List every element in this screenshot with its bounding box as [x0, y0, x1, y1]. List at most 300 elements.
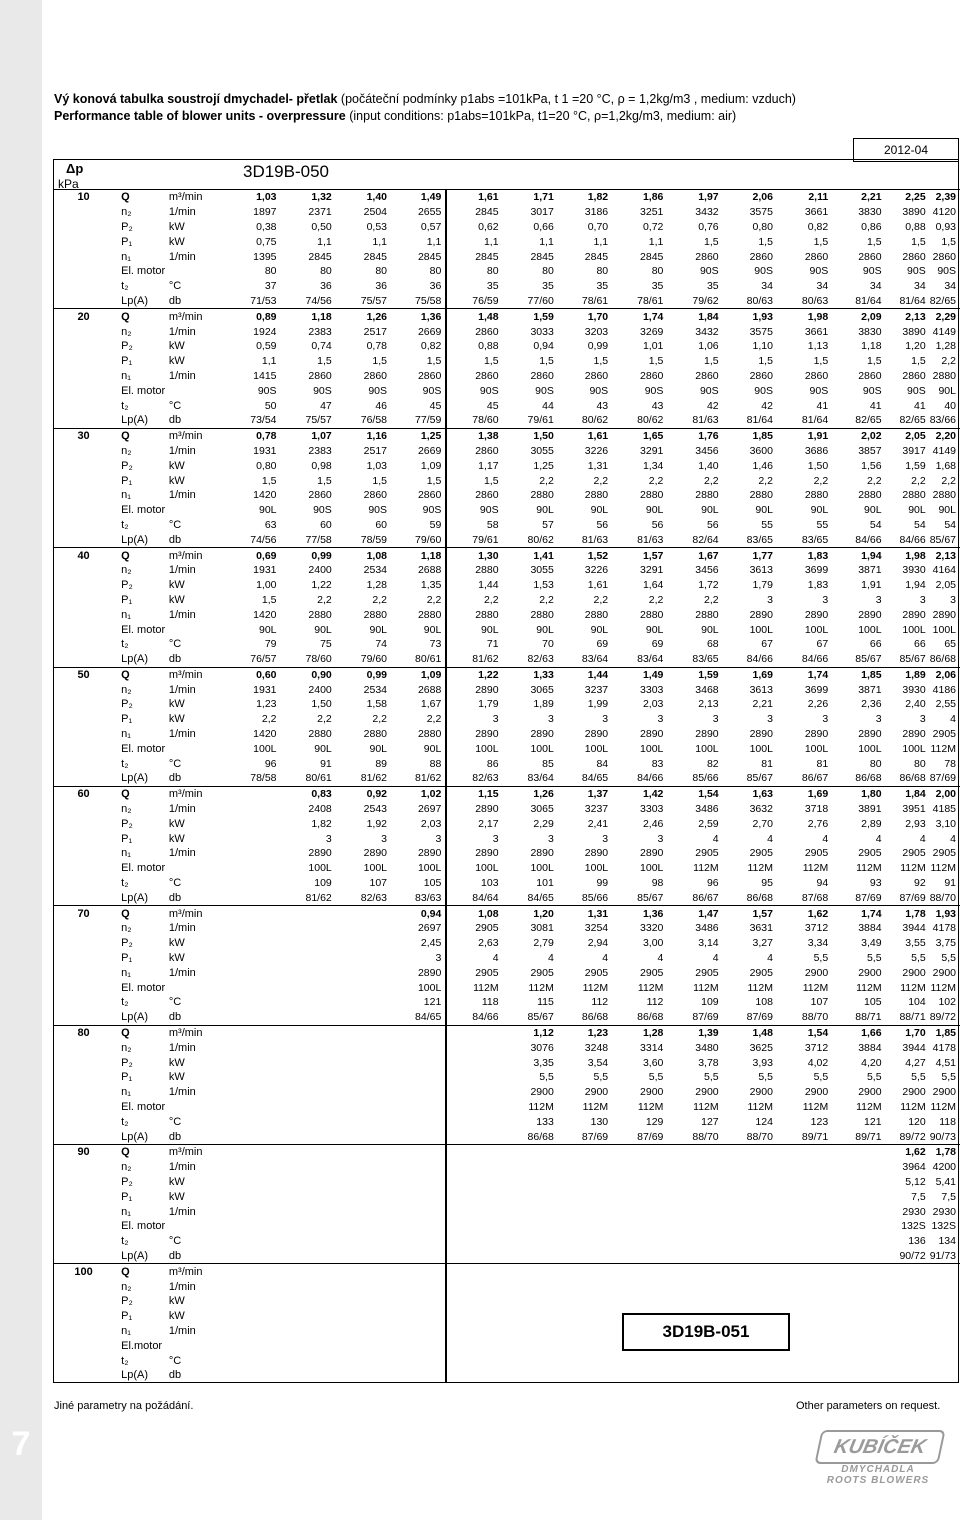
table-cell — [503, 1204, 558, 1219]
table-cell: 4 — [657, 952, 664, 965]
table-cell — [281, 1085, 336, 1100]
table-row — [54, 220, 960, 235]
table-row — [54, 518, 960, 533]
table-cell: 2890 — [446, 682, 502, 697]
table-cell: 2860 — [308, 489, 332, 502]
table-cell: 77/58 — [305, 533, 332, 546]
table-cell — [558, 1309, 612, 1324]
table-cell: 90L — [423, 742, 442, 755]
table-cell — [336, 1175, 391, 1190]
table-cell: 0,69 — [227, 548, 280, 563]
table-cell: 2905 — [695, 847, 719, 860]
table-cell: 83/66 — [929, 414, 956, 427]
table-cell: 2890 — [308, 847, 332, 860]
table-cell: 3486 — [695, 922, 719, 935]
table-cell: 2,2 — [866, 474, 882, 487]
table-cell: 1,20 — [905, 340, 926, 353]
param-symbol: Lp(A) — [121, 1369, 149, 1382]
table-cell: 2860 — [749, 250, 773, 263]
table-cell — [723, 1368, 777, 1383]
param-unit: 1/min — [168, 1280, 196, 1293]
table-cell: 130 — [590, 1115, 609, 1128]
table-row — [54, 876, 960, 891]
table-cell: 2880 — [858, 489, 882, 502]
table-cell — [503, 1175, 558, 1190]
table-cell: 1,76 — [667, 428, 722, 443]
table-cell: 103 — [446, 876, 502, 891]
table-cell: 83 — [651, 757, 664, 770]
table-cell — [227, 1309, 280, 1324]
table-cell — [503, 1249, 558, 1264]
dp-value — [54, 1279, 113, 1294]
table-cell: 2,03 — [420, 817, 442, 830]
table-cell: 79/61 — [527, 414, 554, 427]
table-cell: 100L — [695, 742, 719, 755]
table-cell — [336, 1324, 391, 1339]
table-cell — [832, 1264, 885, 1279]
table-cell: 34 — [944, 280, 956, 293]
table-cell: 1,5 — [866, 235, 882, 248]
table-cell — [281, 1040, 336, 1055]
param-unit: kW — [168, 937, 185, 950]
table-cell: 100L — [902, 742, 926, 755]
table-cell: 2,13 — [930, 548, 960, 563]
table-cell — [446, 1353, 502, 1368]
table-cell: 41 — [816, 399, 829, 412]
table-cell — [336, 1309, 391, 1324]
table-cell — [227, 1338, 280, 1353]
table-cell: 2,2 — [593, 474, 609, 487]
table-cell — [777, 1204, 832, 1219]
table-row — [54, 802, 960, 817]
table-cell — [667, 1145, 722, 1160]
param-symbol: n₁ — [121, 728, 131, 741]
table-cell: 100L — [417, 981, 442, 994]
table-cell: 0,53 — [366, 220, 388, 233]
table-cell: 90S — [699, 384, 719, 397]
table-row — [54, 1309, 960, 1324]
table-cell: 81/64 — [746, 414, 773, 427]
param-unit: 1/min — [168, 369, 196, 382]
table-cell: 2860 — [804, 250, 829, 263]
dp-value — [54, 249, 113, 264]
table-cell: 3203 — [584, 325, 609, 338]
table-cell: 79/60 — [360, 653, 388, 666]
table-cell — [281, 1100, 336, 1115]
table-row — [54, 398, 960, 413]
table-cell: 1,70 — [558, 309, 612, 324]
kubicek-logo — [818, 1430, 938, 1486]
table-cell: 100L — [749, 742, 773, 755]
table-cell: 2890 — [804, 608, 829, 621]
table-cell — [391, 1368, 446, 1383]
table-cell: 2930 — [902, 1205, 926, 1218]
table-cell — [336, 1114, 391, 1129]
table-cell: 1,44 — [558, 667, 612, 682]
table-cell — [558, 1204, 612, 1219]
table-cell: 2860 — [446, 369, 502, 384]
dp-value — [54, 622, 113, 637]
dp-value — [54, 831, 113, 846]
table-cell — [336, 980, 391, 995]
table-cell: 1,02 — [391, 786, 446, 801]
dp-label: Δp — [66, 161, 84, 176]
table-cell: 112M — [802, 981, 829, 994]
table-cell — [558, 1249, 612, 1264]
dp-value — [54, 637, 113, 652]
table-row — [54, 1055, 960, 1070]
table-cell: 2,2 — [539, 593, 554, 606]
table-cell: 3,75 — [935, 937, 956, 950]
table-cell — [558, 1145, 612, 1160]
table-cell — [503, 1294, 558, 1309]
table-row — [54, 279, 960, 294]
table-cell: 2,2 — [941, 355, 956, 368]
table-cell: 82/63 — [446, 771, 502, 786]
table-cell: 1,28 — [935, 340, 956, 353]
param-symbol: P₂ — [121, 220, 133, 233]
table-cell: 1,10 — [752, 340, 773, 353]
table-cell: 2890 — [446, 802, 502, 817]
table-row — [54, 190, 960, 205]
table-cell: 2905 — [749, 966, 773, 979]
dp-value — [54, 965, 113, 980]
table-cell — [281, 1145, 336, 1160]
table-cell — [667, 1249, 722, 1264]
table-row — [54, 861, 960, 876]
table-cell — [391, 1114, 446, 1129]
table-cell: 2,41 — [587, 817, 609, 830]
table-cell: 41 — [914, 399, 926, 412]
table-cell: 88/70 — [929, 891, 956, 904]
table-cell: 1,25 — [533, 459, 554, 472]
table-cell — [667, 1234, 722, 1249]
param-symbol: t₂ — [121, 996, 129, 1009]
table-cell — [446, 1204, 502, 1219]
table-cell — [612, 1145, 667, 1160]
table-cell: 87/69 — [899, 891, 926, 904]
table-cell: 5,5 — [648, 1071, 664, 1084]
table-row — [54, 1204, 960, 1219]
table-cell: 96 — [264, 757, 277, 770]
table-cell — [558, 1219, 612, 1234]
table-cell — [503, 1324, 558, 1339]
table-cell: 4178 — [932, 1041, 956, 1054]
footer-note-en: Other parameters on request. — [796, 1400, 941, 1412]
table-cell: 2,2 — [758, 474, 773, 487]
table-cell: 2,55 — [935, 698, 956, 711]
table-cell: 2890 — [584, 847, 609, 860]
table-cell — [446, 1324, 502, 1339]
table-cell: 2880 — [640, 489, 664, 502]
table-cell: 90L — [423, 623, 442, 636]
table-cell: 68 — [706, 638, 719, 651]
table-cell: 1,85 — [930, 1025, 960, 1040]
table-cell — [446, 1025, 502, 1040]
table-cell — [336, 1249, 391, 1264]
param-symbol: P₁ — [121, 713, 133, 726]
table-cell: 90S — [257, 384, 277, 397]
table-row — [54, 667, 960, 682]
table-cell: 1,1 — [539, 235, 554, 248]
param-symbol: P₁ — [121, 355, 133, 368]
table-cell: 82/64 — [692, 533, 719, 546]
table-cell — [336, 1368, 391, 1383]
table-cell: 3 — [435, 832, 442, 845]
table-cell: 112M — [930, 981, 956, 994]
table-cell — [227, 906, 280, 921]
table-cell: 2860 — [417, 369, 442, 382]
table-cell: 1,41 — [503, 548, 558, 563]
table-cell: 4,51 — [935, 1056, 956, 1069]
param-symbol: El.motor — [121, 1339, 163, 1352]
table-cell: 3081 — [530, 922, 554, 935]
table-cell — [777, 1264, 832, 1279]
table-cell: 85/67 — [855, 653, 882, 666]
table-cell: 1,44 — [446, 578, 502, 593]
table-cell — [777, 1368, 832, 1383]
table-cell — [503, 1219, 558, 1234]
header-cz — [54, 92, 796, 106]
table-cell — [227, 936, 280, 951]
table-cell: 1,5 — [372, 355, 388, 368]
table-cell: 2880 — [363, 608, 388, 621]
table-cell: 1,53 — [533, 579, 554, 592]
table-cell — [391, 1085, 446, 1100]
table-cell — [227, 786, 280, 801]
table-row — [54, 951, 960, 966]
table-row — [54, 936, 960, 951]
table-cell: 2905 — [804, 847, 829, 860]
table-cell: 90L — [645, 623, 664, 636]
param-symbol: P₂ — [121, 340, 133, 353]
table-cell — [281, 1189, 336, 1204]
table-cell: 2,2 — [446, 593, 502, 608]
table-cell: 2,25 — [886, 190, 930, 205]
table-cell: 3857 — [858, 444, 882, 457]
dp-value — [54, 264, 113, 279]
table-cell: 2,93 — [905, 817, 926, 830]
table-cell: 3,55 — [905, 937, 926, 950]
param-unit: m³/min — [169, 1145, 227, 1160]
table-cell — [886, 1324, 930, 1339]
table-cell: 1,98 — [777, 309, 832, 324]
dp-value — [54, 1219, 113, 1234]
table-cell: 83/64 — [581, 653, 609, 666]
table-cell: 3 — [325, 832, 332, 845]
table-cell — [832, 1204, 885, 1219]
table-cell: 85 — [542, 757, 554, 770]
table-cell: 1,66 — [832, 1025, 885, 1040]
param-unit: kW — [168, 698, 185, 711]
table-cell: 1,5 — [446, 354, 502, 369]
table-cell: 1420 — [253, 608, 277, 621]
table-cell: 1,62 — [777, 906, 832, 921]
table-cell: 90S — [907, 265, 926, 278]
table-cell: 2,36 — [861, 698, 882, 711]
table-row — [54, 234, 960, 249]
table-cell: 98 — [651, 877, 664, 890]
table-cell: 0,78 — [366, 340, 388, 353]
table-cell: 1,1 — [261, 355, 277, 368]
dp-value — [54, 1324, 113, 1339]
table-cell — [391, 1175, 446, 1190]
table-cell: 0,94 — [533, 340, 554, 353]
table-row — [54, 607, 960, 622]
table-cell: 1,62 — [886, 1145, 930, 1160]
table-cell — [446, 1175, 502, 1190]
table-row — [54, 786, 960, 801]
table-cell: 2860 — [308, 369, 332, 382]
param-symbol: Q — [113, 309, 169, 324]
param-symbol: t₂ — [121, 877, 129, 890]
table-cell: 90L — [258, 504, 277, 517]
table-row — [54, 727, 960, 742]
table-cell — [446, 1114, 502, 1129]
table-cell: 84/65 — [415, 1011, 442, 1024]
table-cell: 80 — [446, 264, 502, 279]
table-cell: 1931 — [253, 564, 277, 577]
table-cell: 1,47 — [667, 906, 722, 921]
table-cell: 5,41 — [935, 1175, 956, 1188]
table-row — [54, 309, 960, 324]
table-cell: 2880 — [417, 608, 442, 621]
table-cell: 1,42 — [612, 786, 667, 801]
table-cell: 36 — [375, 280, 388, 293]
table-cell: 2,94 — [587, 937, 609, 950]
table-cell: 34 — [761, 280, 773, 293]
table-cell: 86 — [446, 756, 502, 771]
table-cell: 1,38 — [446, 428, 502, 443]
table-cell — [886, 1368, 930, 1383]
table-cell: 5,5 — [941, 952, 956, 965]
dp-value — [54, 1309, 113, 1324]
table-cell — [612, 1249, 667, 1264]
table-cell: 2890 — [446, 727, 502, 742]
param-symbol: Q — [113, 428, 169, 443]
dp-value — [54, 995, 113, 1010]
table-cell — [281, 980, 336, 995]
table-cell — [281, 1219, 336, 1234]
dp-value: 50 — [54, 667, 113, 682]
table-cell: 3480 — [695, 1041, 719, 1054]
table-cell: 85/66 — [581, 891, 609, 904]
table-cell: 1931 — [253, 444, 277, 457]
table-cell — [281, 1338, 336, 1353]
param-symbol: El. motor — [121, 742, 166, 755]
date-label: 2012-04 — [853, 138, 959, 162]
table-cell: 0,80 — [256, 459, 277, 472]
table-cell — [281, 951, 336, 966]
table-cell: 1,85 — [832, 667, 885, 682]
table-cell: 1,79 — [752, 579, 773, 592]
table-cell: 84/65 — [527, 891, 554, 904]
table-cell: 5,5 — [911, 1071, 926, 1084]
table-cell — [227, 1264, 280, 1279]
table-cell: 108 — [755, 996, 773, 1009]
table-cell — [667, 1204, 722, 1219]
table-cell — [777, 1249, 832, 1264]
table-cell: 2905 — [902, 847, 926, 860]
table-cell: 3890 — [902, 325, 926, 338]
table-cell: 2845 — [640, 250, 664, 263]
table-cell: 59 — [429, 518, 442, 531]
table-cell: 3,00 — [642, 937, 664, 950]
table-cell: 2,05 — [886, 428, 930, 443]
table-cell: 90L — [536, 623, 554, 636]
table-cell: 112M — [856, 1101, 882, 1113]
table-cell — [886, 1264, 930, 1279]
table-row — [54, 563, 960, 578]
table-cell: 3065 — [530, 683, 554, 696]
table-cell — [886, 1338, 930, 1353]
performance-table — [54, 189, 960, 1383]
table-cell: 88 — [429, 757, 442, 770]
table-cell: 3951 — [902, 803, 926, 816]
table-cell: 121 — [864, 1115, 882, 1128]
table-cell — [227, 1175, 280, 1190]
table-row — [54, 1040, 960, 1055]
table-cell: 2880 — [530, 489, 554, 502]
dp-value: 20 — [54, 309, 113, 324]
table-cell — [930, 1324, 960, 1339]
table-cell — [391, 1055, 446, 1070]
table-cell: 81/63 — [637, 533, 664, 546]
table-cell: 56 — [651, 518, 664, 531]
table-cell: 2890 — [695, 728, 719, 741]
table-cell: 123 — [810, 1115, 829, 1128]
table-cell: 90L — [590, 623, 609, 636]
table-cell — [336, 906, 391, 921]
table-cell — [391, 1324, 446, 1339]
param-symbol: Lp(A) — [121, 653, 149, 666]
table-cell — [227, 1145, 280, 1160]
table-cell: 2905 — [640, 966, 664, 979]
table-row — [54, 637, 960, 652]
table-cell: 90S — [754, 384, 773, 397]
table-cell: 2900 — [640, 1086, 664, 1099]
param-unit: kW — [168, 1295, 185, 1308]
kpa-label: kPa — [58, 177, 79, 191]
table-cell: 83/65 — [692, 653, 719, 666]
table-cell: 2900 — [695, 1086, 719, 1099]
table-cell — [336, 1279, 391, 1294]
table-cell: 55 — [816, 518, 829, 531]
table-cell: 1,49 — [391, 190, 446, 205]
table-cell — [723, 1189, 777, 1204]
table-cell: 3930 — [902, 683, 926, 696]
table-cell: 87/69 — [637, 1130, 664, 1143]
table-cell: 2860 — [584, 369, 609, 382]
table-cell: 2890 — [902, 608, 926, 621]
table-cell: 1,68 — [935, 459, 956, 472]
table-cell: 112M — [747, 981, 773, 994]
param-unit — [169, 622, 227, 637]
table-cell: 1,07 — [281, 428, 336, 443]
table-cell — [336, 1160, 391, 1175]
table-cell — [281, 1309, 336, 1324]
table-cell — [723, 1145, 777, 1160]
param-symbol: n₂ — [121, 683, 132, 696]
dp-value — [54, 398, 113, 413]
table-cell: 1,17 — [446, 458, 502, 473]
table-cell: 69 — [651, 638, 664, 651]
table-row — [54, 1294, 960, 1309]
table-cell — [832, 1145, 885, 1160]
param-unit: kW — [168, 579, 185, 592]
table-cell: 3575 — [749, 206, 773, 219]
table-cell: 42 — [761, 399, 773, 412]
